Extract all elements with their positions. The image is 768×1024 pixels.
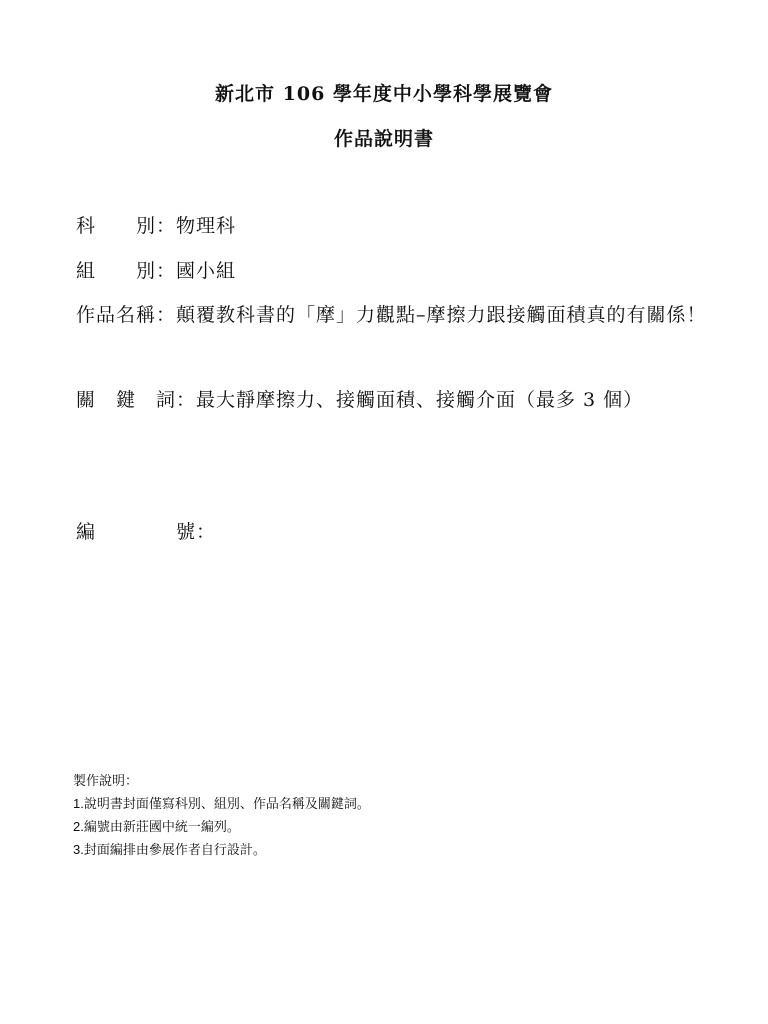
notes-item: 3.封面編排由參展作者自行設計。 <box>73 842 266 857</box>
category-row <box>76 211 236 238</box>
keywords-row <box>76 385 643 412</box>
group-row <box>76 256 236 283</box>
production-notes <box>73 769 370 861</box>
keywords-label: 關 鍵 詞： <box>76 389 197 411</box>
category-value: 物理科 <box>176 215 237 237</box>
document-subtitle: 作品說明書 <box>333 128 434 150</box>
category-label: 科 別： <box>76 215 177 237</box>
work-name-label: 作品名稱： <box>76 304 177 326</box>
notes-heading: 製作說明： <box>73 773 139 788</box>
number-row <box>76 517 216 544</box>
document-title: 新北市 106 學年度中小學科學展覽會 <box>215 83 553 105</box>
number-label-second: 號： <box>176 521 217 543</box>
work-name-row <box>76 300 707 327</box>
notes-item: 1.說明書封面僅寫科別、組別、作品名稱及關鍵詞。 <box>73 796 370 811</box>
notes-item: 2.編號由新莊國中統一編列。 <box>73 819 240 834</box>
group-label: 組 別： <box>76 260 177 282</box>
keywords-value: 最大靜摩擦力、接觸面積、接觸介面（最多 3 個） <box>196 389 644 411</box>
number-label-first: 編 <box>76 521 97 543</box>
group-value: 國小組 <box>176 260 237 282</box>
work-name-value: 顛覆教科書的「摩」力觀點–摩擦力跟接觸面積真的有關係！ <box>176 304 707 326</box>
